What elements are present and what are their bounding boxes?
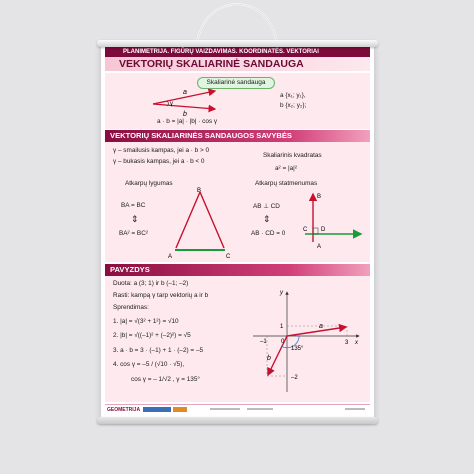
publisher-logo [143,407,171,412]
properties-panel [105,130,370,262]
properties-heading: VEKTORIŲ SKALIARINĖS SANDAUGOS SAVYBĖS [105,130,370,142]
solution-step-1: 1. |a| = √(3² + 1²) = √10 [113,318,179,325]
footer-brand: GEOMETRIJA [107,407,141,413]
example-heading: PAVYZDYS [105,264,370,276]
solution-step-2: 2. |b| = √((–1)² + (–2)²) = √5 [113,332,191,339]
point-c2: C [303,227,308,233]
ab-perp-cd: AB ⊥ CD [253,203,280,210]
tick-y-pos: 1 [280,324,284,330]
publisher-logo-2 [173,407,187,412]
point-a: A [168,254,173,260]
topic-bar: PLANIMETRIJA. FIGŪRŲ VAIZDAVIMAS. KOORDINATĖS. VEKTORIAI [105,47,370,57]
gamma-label: γ [170,101,173,107]
coordinate-plot [247,286,367,398]
solution-step-5: cos γ = – 1/√2 , γ = 135° [131,376,200,383]
tick-x-neg: –1 [260,339,267,345]
scalar-product-pill: Skaliarinė sandauga [197,77,275,89]
coord-b: b {x₂; y₂}; [280,102,307,109]
equivalence-arrow: ⇕ [131,214,139,224]
perpendicular-figure [301,190,367,250]
x-axis-label: x [355,340,358,346]
definition-panel [105,73,370,129]
hanger-string [195,2,279,42]
equal-segments-label: Atkarpų lygumas [125,180,173,187]
solution-step-4: 4. cos γ = –5 / (√10 · √5), [113,361,185,368]
perpendicular-label: Atkarpų statmenumas [255,180,318,187]
example-panel [105,264,370,402]
poster-footer [105,404,370,417]
obtuse-angle-rule: γ – bukasis kampas, jei a · b < 0 [113,158,205,165]
find-text: Rasti: kampą γ tarp vektorių a ir b [113,292,209,299]
isosceles-triangle [165,186,235,260]
angle-label: 135° [291,346,304,352]
point-c: C [226,254,231,260]
footer-code [345,408,365,410]
footer-fineprint [210,408,240,410]
given-text: Duota: a (3; 1) ir b (–1; –2) [113,280,189,287]
point-a2: A [317,244,322,250]
coord-a: a {x₁; y₁}, [280,92,306,99]
tick-y-neg: –2 [291,375,298,381]
dot-product-formula: a · b = |a| · |b| · cos γ [157,118,218,125]
top-hanging-rod [97,40,378,47]
ba2-eq-bc2: BA² = BC² [119,230,148,237]
vector-angle-figure [143,87,223,117]
point-b2: B [317,194,322,200]
solution-label: Sprendimas: [113,304,149,311]
y-axis-label: y [280,290,283,296]
scalar-square-formula: a² = |a|² [275,165,297,172]
point-d: D [321,227,326,233]
plot-vec-b: b [267,355,271,362]
scalar-square-label: Skaliarinis kvadratas [263,152,322,159]
solution-step-3: 3. a · b = 3 · (–1) + 1 · (–2) = –5 [113,347,204,354]
point-b: B [197,188,202,194]
poster-title: VEKTORIŲ SKALIARINĖ SANDAUGA [105,57,370,71]
vec-a-label: a [183,89,187,96]
ba-eq-bc: BA = BC [121,202,146,209]
bottom-hanging-rod [97,417,378,424]
equivalence-arrow-2: ⇕ [263,214,271,224]
dot-product-zero: AB · CD = 0 [251,230,286,237]
vec-b-label: b [183,111,187,117]
math-poster [101,44,374,419]
acute-angle-rule: γ – smailusis kampas, jei a · b > 0 [113,147,210,154]
tick-x-pos: 3 [345,340,349,346]
origin-label: 0 [281,339,285,345]
plot-vec-a: a [319,323,323,330]
footer-fineprint-2 [247,408,273,410]
